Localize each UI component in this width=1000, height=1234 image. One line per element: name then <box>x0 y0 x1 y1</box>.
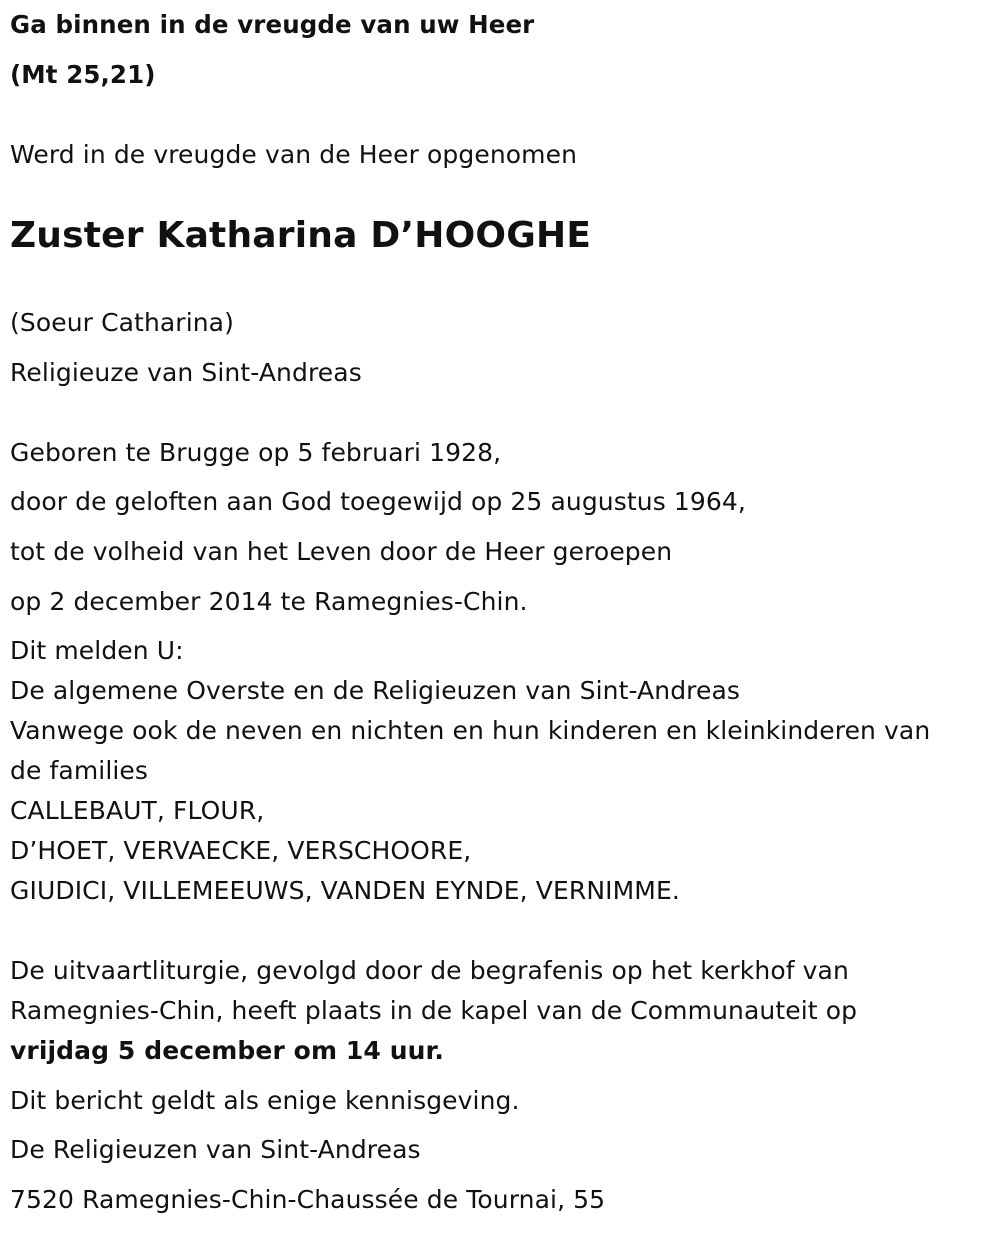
funeral-datetime: vrijdag 5 december om 14 uur. <box>10 1036 444 1065</box>
signature: De Religieuzen van Sint-Andreas <box>10 1135 421 1164</box>
announcers-intro: Dit melden U: <box>10 636 184 665</box>
vow-text: door de geloften aan God toegewijd op 25 augustus 1964, <box>10 487 746 516</box>
funeral-text-2: Ramegnies-Chin, heeft plaats in de kapel van de Communauteit op <box>10 996 858 1025</box>
birth-text: Geboren te Brugge op 5 februari 1928, <box>10 438 502 467</box>
address: 7520 Ramegnies-Chin-Chaussée de Tournai, 55 <box>10 1185 606 1214</box>
closing-notice: Dit bericht geldt als enige kennisgeving. <box>10 1086 520 1115</box>
order-text: Religieuze van Sint-Andreas <box>10 358 362 387</box>
funeral-text-1: De uitvaartliturgie, gevolgd door de begrafenis op het kerkhof van <box>10 956 849 985</box>
deceased-name: Zuster Katharina D’HOOGHE <box>10 215 592 256</box>
alias-text: (Soeur Catharina) <box>10 308 234 337</box>
announcers-superiors: De algemene Overste en de Religieuzen van Sint-Andreas <box>10 676 741 705</box>
family-names-1: CALLEBAUT, FLOUR, <box>10 796 265 825</box>
death-text: op 2 december 2014 te Ramegnies-Chin. <box>10 587 528 616</box>
scripture-quote: Ga binnen in de vreugde van uw Heer <box>10 10 535 39</box>
announcers-relatives-continued: de families <box>10 756 149 785</box>
calling-text: tot de volheid van het Leven door de Heer geroepen <box>10 537 673 566</box>
announcers-relatives: Vanwege ook de neven en nichten en hun kinderen en kleinkinderen van <box>10 716 931 745</box>
intro-text: Werd in de vreugde van de Heer opgenomen <box>10 140 578 169</box>
family-names-2: D’HOET, VERVAECKE, VERSCHOORE, <box>10 836 472 865</box>
scripture-reference: (Mt 25,21) <box>10 60 156 89</box>
family-names-3: GIUDICI, VILLEMEEUWS, VANDEN EYNDE, VERNIMME. <box>10 876 680 905</box>
